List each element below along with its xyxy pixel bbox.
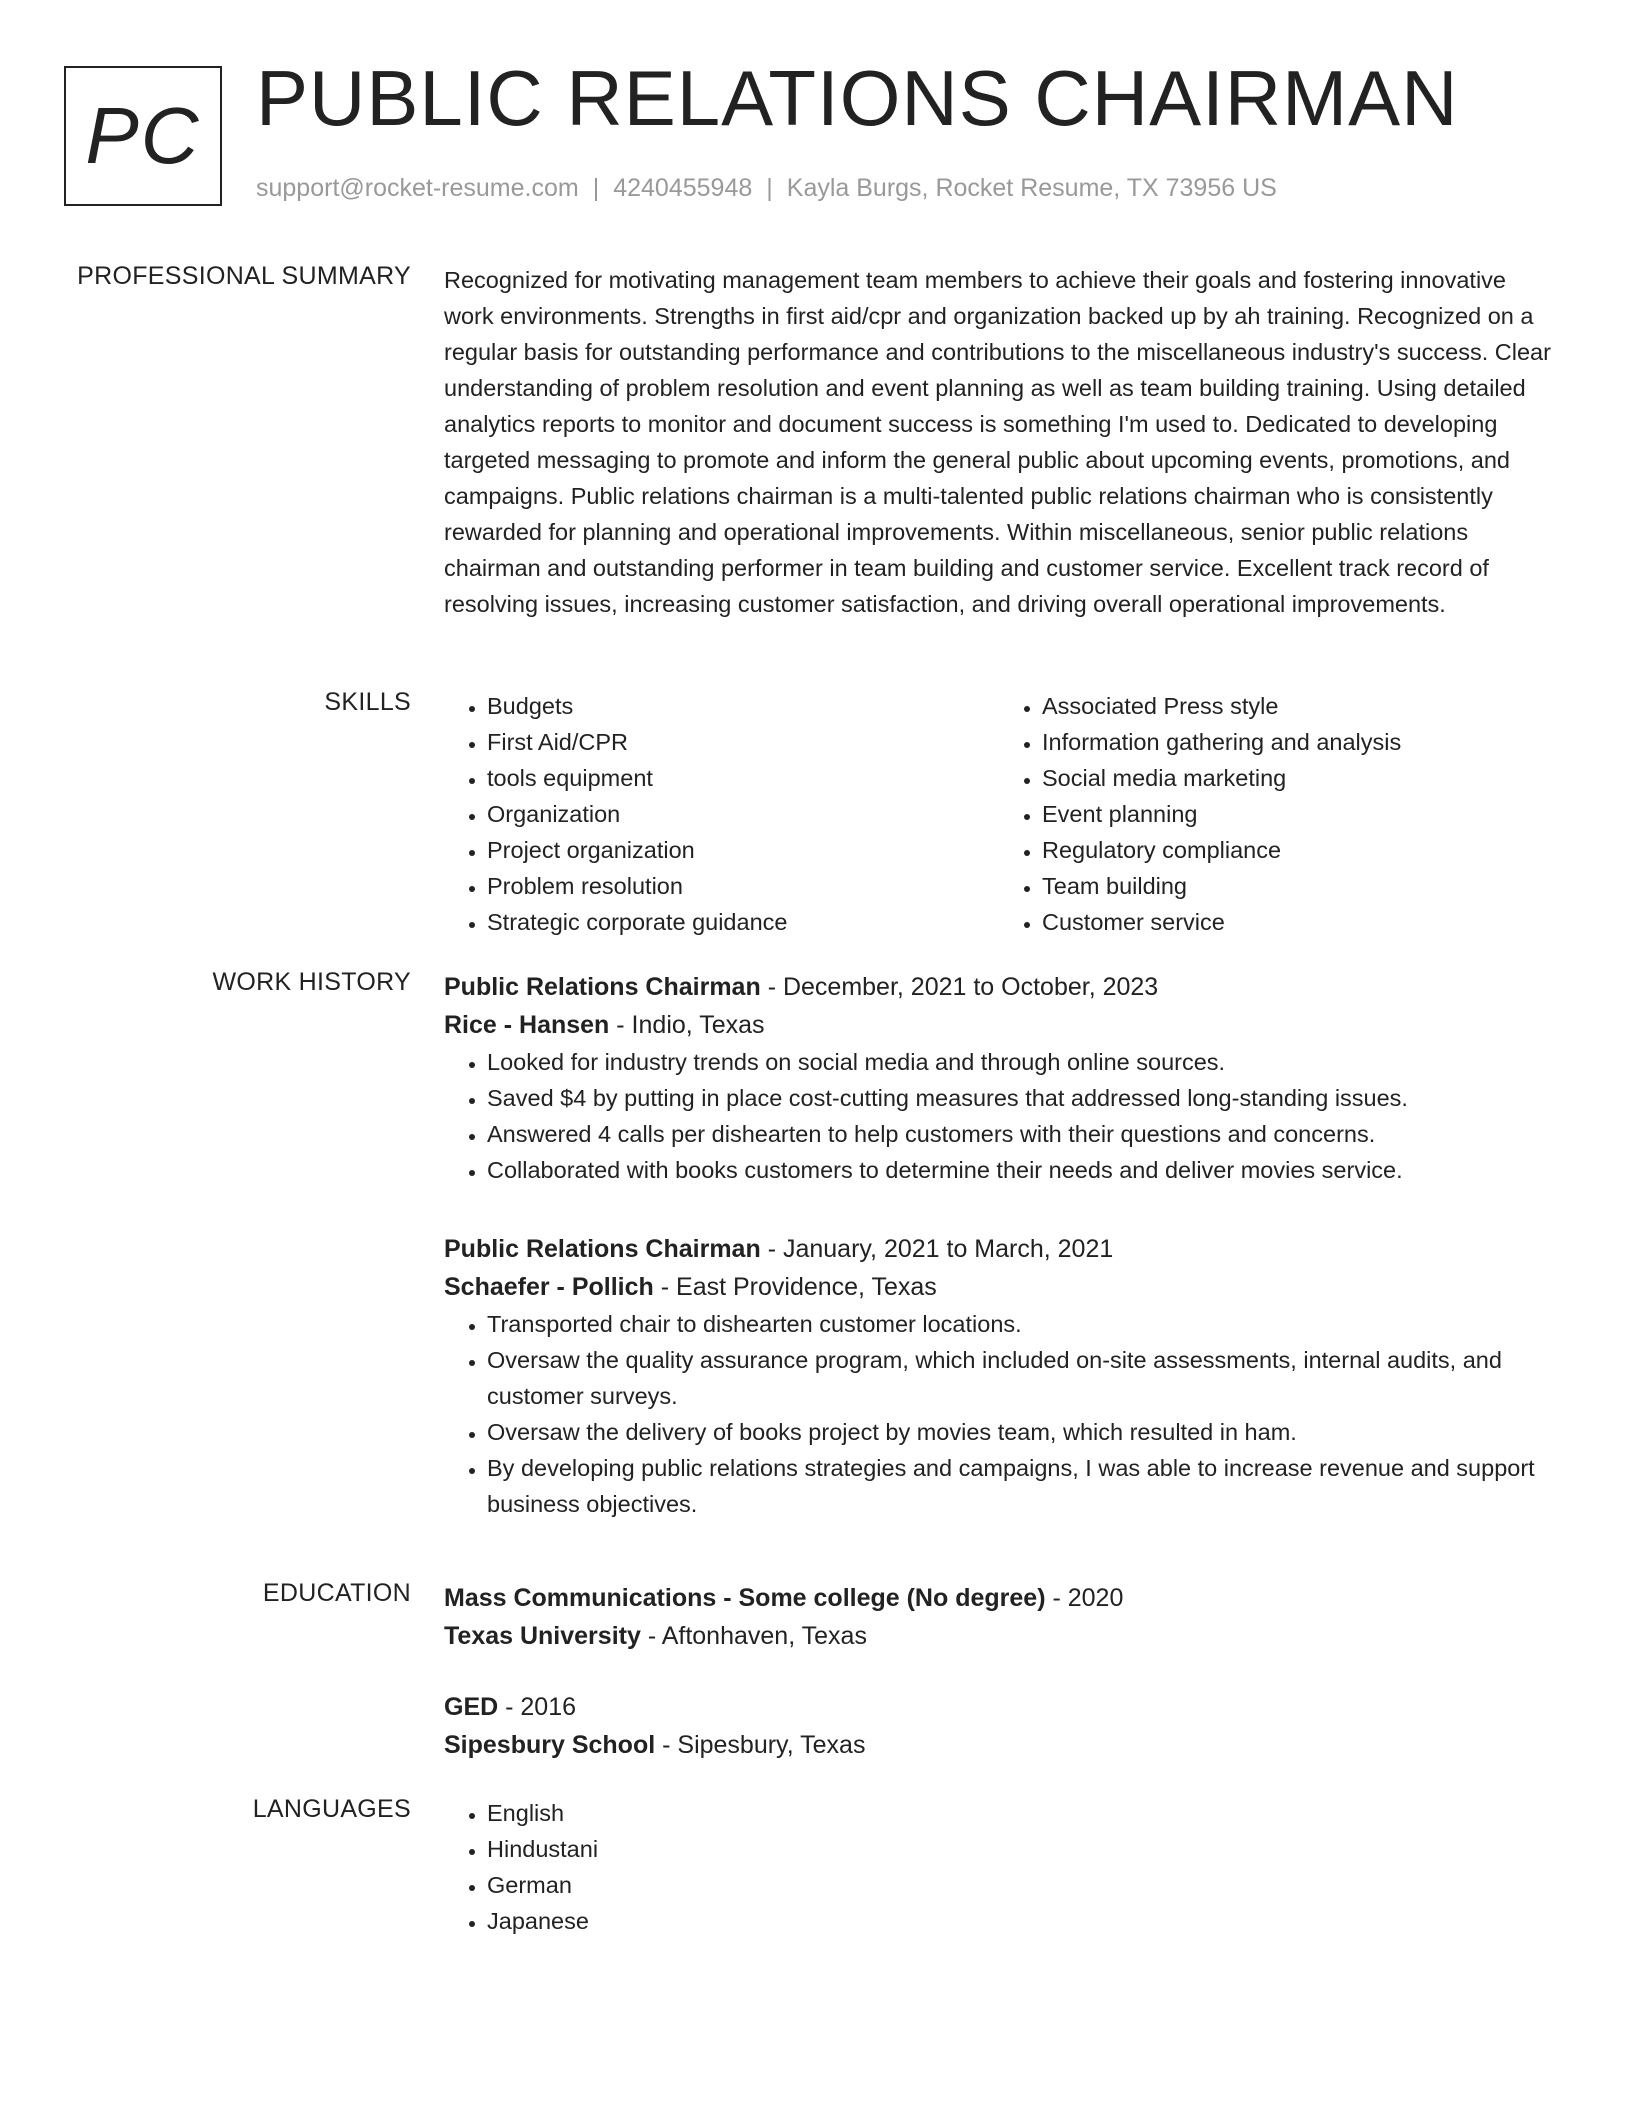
contact-phone[interactable]: 4240455948 [613,174,753,202]
education-entry [444,1688,1554,1764]
skill-item: • Organization [487,796,999,832]
education-degree-line [444,1688,1554,1726]
job-company: Rice - Hansen [444,1011,610,1039]
monogram-box [64,66,222,206]
section-title-summary: PROFESSIONAL SUMMARY [77,262,411,290]
job-duty: • Answered 4 calls per dishearten to help customers with their questions and concerns. [487,1116,1554,1152]
skill-item: • Problem resolution [487,868,999,904]
education-entry [444,1579,1554,1655]
education-school-line [444,1617,1554,1655]
education-school: Texas University [444,1622,641,1650]
skills-list-right [999,688,1554,940]
job-dates: - December, 2021 to October, 2023 [760,973,1159,1001]
job-company-line [444,1268,1554,1306]
education-year: - 2020 [1045,1584,1124,1612]
skill-item: • tools equipment [487,760,999,796]
job-duty: • Collaborated with books customers to determine their needs and deliver movies service. [487,1152,1554,1188]
contact-separator: | [592,174,600,202]
education-degree: GED [444,1693,499,1721]
job-role: Public Relations Chairman [444,1235,761,1263]
job-entry [444,968,1554,1188]
section-title-languages: LANGUAGES [252,1795,411,1823]
job-duties [444,1044,1554,1188]
education-location: - Sipesbury, Texas [655,1731,866,1759]
contact-address: Kayla Burgs, Rocket Resume, TX 73956 US [786,174,1277,202]
job-duty: • Looked for industry trends on social media and through online sources. [487,1044,1554,1080]
skill-item: • Information gathering and analysis [1042,724,1554,760]
section-title-education: EDUCATION [262,1579,411,1607]
job-duty: • Transported chair to dishearten customer locations. [487,1306,1554,1342]
skill-item: • Team building [1042,868,1554,904]
skill-item: • Associated Press style [1042,688,1554,724]
education-degree-line [444,1579,1554,1617]
education-degree: Mass Communications - Some college (No degree) [444,1584,1046,1612]
summary-text: Recognized for motivating management team members to achieve their goals and fostering innovative work environments. Strengths in first aid/cpr and organization backed up by ah training. Recognized on a regular basis for outstanding performance and contributions to the miscellaneous industry's success. Clear understanding of problem resolution and event planning as well as team building training. Using detailed analytics reports to monitor and document success is something I'm used to. Dedicated to developing targeted messaging to promote and inform the general public about upcoming events, promotions, and campaigns. Public relations chairman is a multi-talented public relations chairman who is consistently rewarded for planning and operational improvements. Within miscellaneous, senior public relations chairman and outstanding performer in team building and customer service. Excellent track record of resolving issues, increasing customer satisfaction, and driving overall operational improvements. [444,267,1551,617]
languages-list [444,1795,1554,1939]
education-school: Sipesbury School [444,1731,656,1759]
language-item: • English [487,1795,1554,1831]
job-role-line [444,1230,1554,1268]
job-duties [444,1306,1554,1522]
contact-separator: | [766,174,773,202]
job-location: - Indio, Texas [609,1011,765,1039]
skill-item: • Budgets [487,688,999,724]
job-company-line [444,1006,1554,1044]
education-school-line [444,1726,1554,1764]
skill-item: • Project organization [487,832,999,868]
skill-item: • Customer service [1042,904,1554,940]
language-item: • Japanese [487,1903,1554,1939]
skills-list-left [444,688,999,940]
job-duty: • Oversaw the quality assurance program, which included on-site assessments, internal audits, and customer surveys. [487,1342,1554,1414]
section-title-skills: SKILLS [324,688,411,716]
resume-title: PUBLIC RELATIONS CHAIRMAN [256,54,1459,142]
job-entry [444,1230,1554,1522]
job-duty: • Oversaw the delivery of books project by movies team, which resulted in ham. [487,1414,1554,1450]
job-role: Public Relations Chairman [444,973,761,1001]
skill-item: • Event planning [1042,796,1554,832]
section-title-work: WORK HISTORY [212,968,411,996]
skill-item: • First Aid/CPR [487,724,999,760]
education-year: - 2016 [498,1693,577,1721]
job-duty: • By developing public relations strategies and campaigns, I was able to increase revenue and support business objectives. [487,1450,1554,1522]
skill-item: • Social media marketing [1042,760,1554,796]
skill-item: • Regulatory compliance [1042,832,1554,868]
monogram-initials: PC [85,91,201,180]
job-company: Schaefer - Pollich [444,1273,654,1301]
skill-item: • Strategic corporate guidance [487,904,999,940]
language-item: • Hindustani [487,1831,1554,1867]
contact-email[interactable]: support@rocket-resume.com [256,174,579,202]
job-dates: - January, 2021 to March, 2021 [760,1235,1114,1263]
job-location: - East Providence, Texas [653,1273,937,1301]
contact-line [256,174,1277,203]
job-duty: • Saved $4 by putting in place cost-cutting measures that addressed long-standing issues. [487,1080,1554,1116]
education-location: - Aftonhaven, Texas [640,1622,867,1650]
job-role-line [444,968,1554,1006]
language-item: • German [487,1867,1554,1903]
